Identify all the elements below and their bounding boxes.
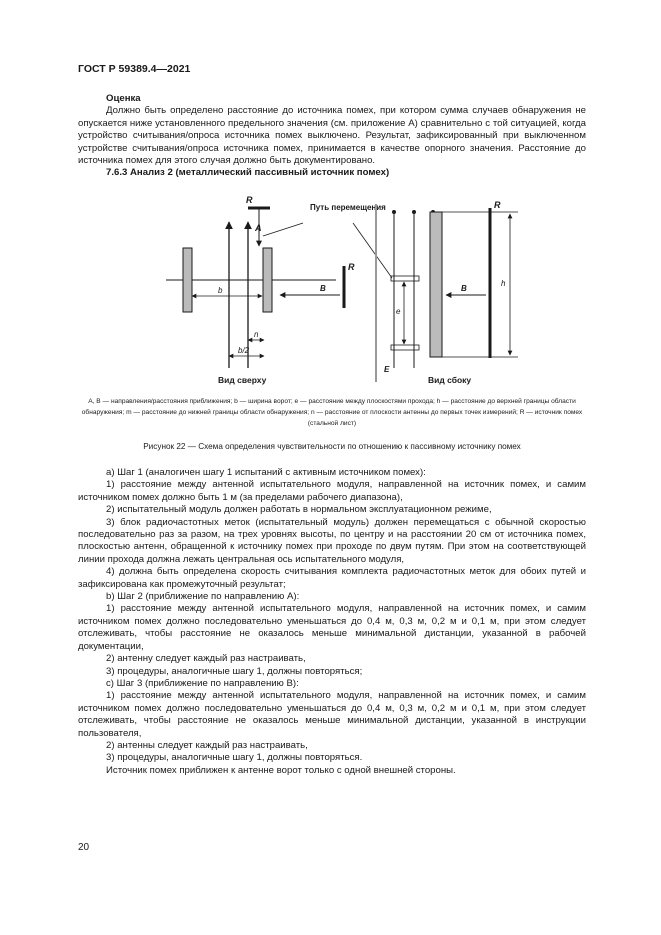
label-a: A — [255, 223, 262, 233]
step-a-item-2: 2) испытательный модуль должен работать в нормальном эксплуатационном режиме, — [106, 504, 492, 516]
side-view-diagram — [384, 200, 518, 385]
evaluation-heading: Оценка — [106, 93, 141, 104]
right-gate-panel — [263, 248, 272, 312]
measure-point-lower — [391, 345, 419, 350]
section-title: 7.6.3 Анализ 2 (металлический пассивный источник помех) — [106, 167, 390, 179]
label-r-top: R — [246, 195, 253, 205]
final-note: Источник помех приближен к антенне ворот только с одной внешней стороны. — [106, 764, 456, 776]
label-e: e — [396, 307, 401, 316]
figure-22 — [78, 190, 586, 390]
label-b: b — [218, 286, 223, 295]
label-r-side: R — [494, 200, 501, 210]
side-dot-1 — [392, 210, 396, 214]
top-view-label: Вид сверху — [218, 375, 267, 385]
side-dot-2 — [412, 210, 416, 214]
step-c-item-2: 2) антенны следует каждый раз настраивать, — [106, 739, 308, 751]
figure-caption: Рисунок 22 — Схема определения чувствительности по отношению к пассивному источнику помех — [143, 442, 521, 451]
label-n: n — [254, 330, 259, 339]
step-b-item-3: 3) процедуры, аналогичные шагу 1, должны повторяться; — [106, 665, 363, 677]
step-a-item-4: 4) должна быть определена скорость считывания комплекта радиочастотных меток для обоих путей и зафиксирована как промежуточный результат; — [78, 566, 586, 590]
page-number: 20 — [78, 842, 90, 853]
page-header: ГОСТ Р 59389.4—2021 — [78, 63, 191, 75]
evaluation-paragraph: Должно быть определено расстояние до источника помех, при котором сумма случаев обнаружения не опускается ниже установленного предельного значения (см. приложение А) сравнительно с той ситуацией, когда устройство считывания/опроса источника помех выключено. Результат, зафиксированный при выключенном устройстве считывания/опроса источника помех, принимается в качестве опорного значения. Расстояние до источника помех для этого случая должно быть документировано. — [78, 105, 586, 167]
step-a-item-1: 1) расстояние между антенной испытательного модуля, направленной на источник помех, и самим источником помех должно быть 1 м (за пределами рабочего диапазона), — [78, 479, 586, 503]
step-b-title: b) Шаг 2 (приближение по направлению А): — [106, 591, 300, 603]
step-a-item-3: 3) блок радиочастотных меток (испытательный модуль) должен перемещаться с обычной скоростью последовательно раз за разом, на трех уровнях высоты, по центру и на расстоянии 20 см от источника помех, плоскостью антенн, обращенной к источнику помех при проходе по двум путям. При этом на соответствующей линии прохода должна лежать центральная ось испытательного модуля, — [78, 516, 586, 565]
label-path-line1: Путь перемещения — [310, 203, 386, 212]
step-c-item-1: 1) расстояние между антенной испытательного модуля, направленной на источник помех, и самим источником помех должно последовательно уменьшаться до 0,4 м, 0,3 м, 0,2 м и 0,1 м, при этом следует отслеживать, чтобы расстояние не оказалось меньше минимальной дистанции, указанной в инструкции пользователя, — [78, 690, 586, 739]
label-path — [310, 203, 386, 212]
steps-block — [78, 467, 586, 777]
measure-point-upper — [391, 276, 419, 281]
leader-line-right — [353, 223, 392, 278]
label-r-mid: R — [348, 262, 355, 272]
label-b-left: B — [320, 284, 326, 293]
step-b-item-2: 2) антенну следует каждый раз настраивать, — [106, 653, 306, 665]
step-c-item-3: 3) процедуры, аналогичные шагу 1, должны повторяться. — [106, 752, 363, 764]
label-e-bottom: E — [384, 365, 390, 374]
step-c-title: c) Шаг 3 (приближение по направлению В): — [106, 677, 299, 689]
figure-legend: A, B — направления/расстояния приближения; b — ширина ворот; e — расстояние между плоскостями прохода; h — расстояние до верхней границы области обнаружения; m — расстояние до нижней границы области обнаружения; n — расстояние от плоскости антенны до первых точек измерений; R — источник помех (стальной лист) — [81, 398, 583, 427]
side-gate-panel — [430, 212, 442, 357]
label-h: h — [501, 279, 506, 288]
evaluation-block — [78, 93, 586, 180]
side-view-label: Вид сбоку — [428, 375, 472, 385]
label-b2: b/2 — [238, 346, 250, 355]
leader-line-left — [263, 223, 303, 236]
label-b-side: B — [461, 284, 467, 293]
top-view-diagram — [166, 195, 355, 385]
step-a-title: а) Шаг 1 (аналогичен шагу 1 испытаний с активным источником помех): — [106, 467, 426, 478]
step-b-item-1: 1) расстояние между антенной испытательного модуля, направленной на источник помех, и самим источником помех должно последовательно уменьшаться до 0,4 м, 0,3 м, 0,2 м и 0,1 м, при этом следует отслеживать, чтобы расстояние не оказалось меньше минимальной дистанции, указанной в рабочей документации, — [78, 603, 586, 652]
left-gate-panel — [183, 248, 192, 312]
